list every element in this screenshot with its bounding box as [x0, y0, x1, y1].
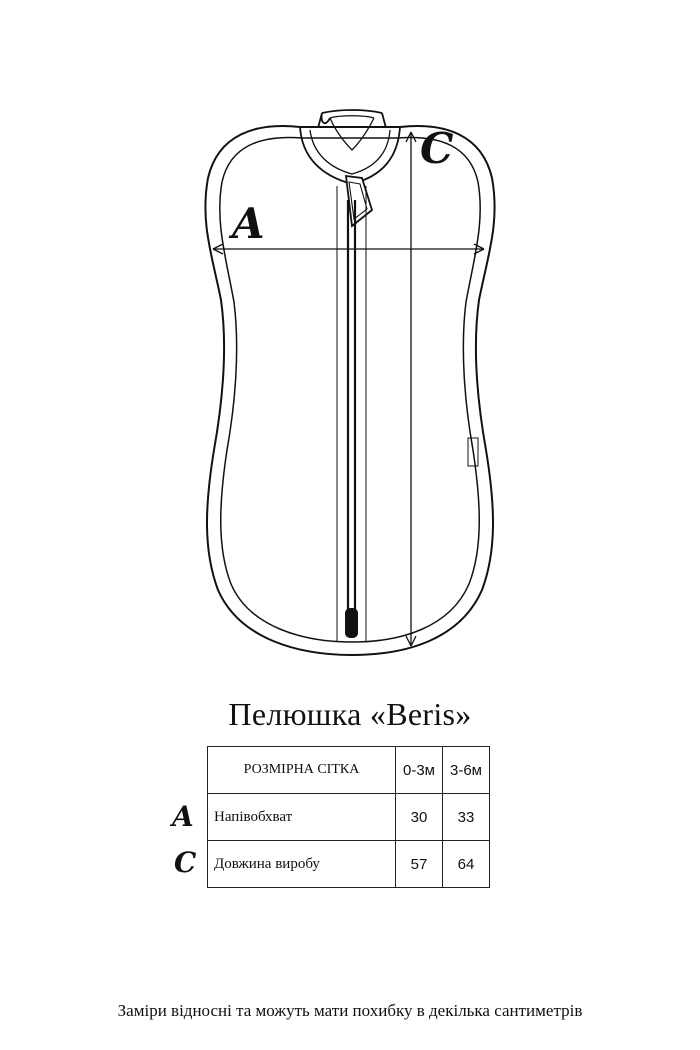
zipper-stop-icon	[345, 608, 358, 638]
product-title: Пелюшка «Beris»	[228, 696, 472, 732]
neckline-back	[318, 110, 386, 128]
table-row	[208, 841, 490, 888]
size-table	[207, 746, 490, 888]
row-c-mark: C	[174, 846, 197, 879]
table-cell: 64	[443, 841, 490, 888]
measure-c-label: C	[420, 124, 454, 173]
table-header-row	[208, 747, 490, 794]
collar-outline	[300, 127, 400, 184]
table-header-label: РОЗМІРНА СІТКА	[208, 747, 396, 794]
measurement-disclaimer: Заміри відносні та можуть мати похибку в декілька сантиметрів	[117, 1001, 583, 1020]
table-cell: 57	[396, 841, 443, 888]
table-row-label: Напівобхват	[208, 794, 396, 841]
table-header-size: 3-6м	[443, 747, 490, 794]
collar-inner	[310, 130, 390, 174]
table-cell: 33	[443, 794, 490, 841]
table-header-size: 0-3м	[396, 747, 443, 794]
table-cell: 30	[396, 794, 443, 841]
row-a-mark: A	[172, 800, 194, 833]
collar-fold	[330, 116, 374, 150]
table-row	[208, 794, 490, 841]
measure-a-label: A	[232, 199, 265, 248]
table-row-label: Довжина виробу	[208, 841, 396, 888]
